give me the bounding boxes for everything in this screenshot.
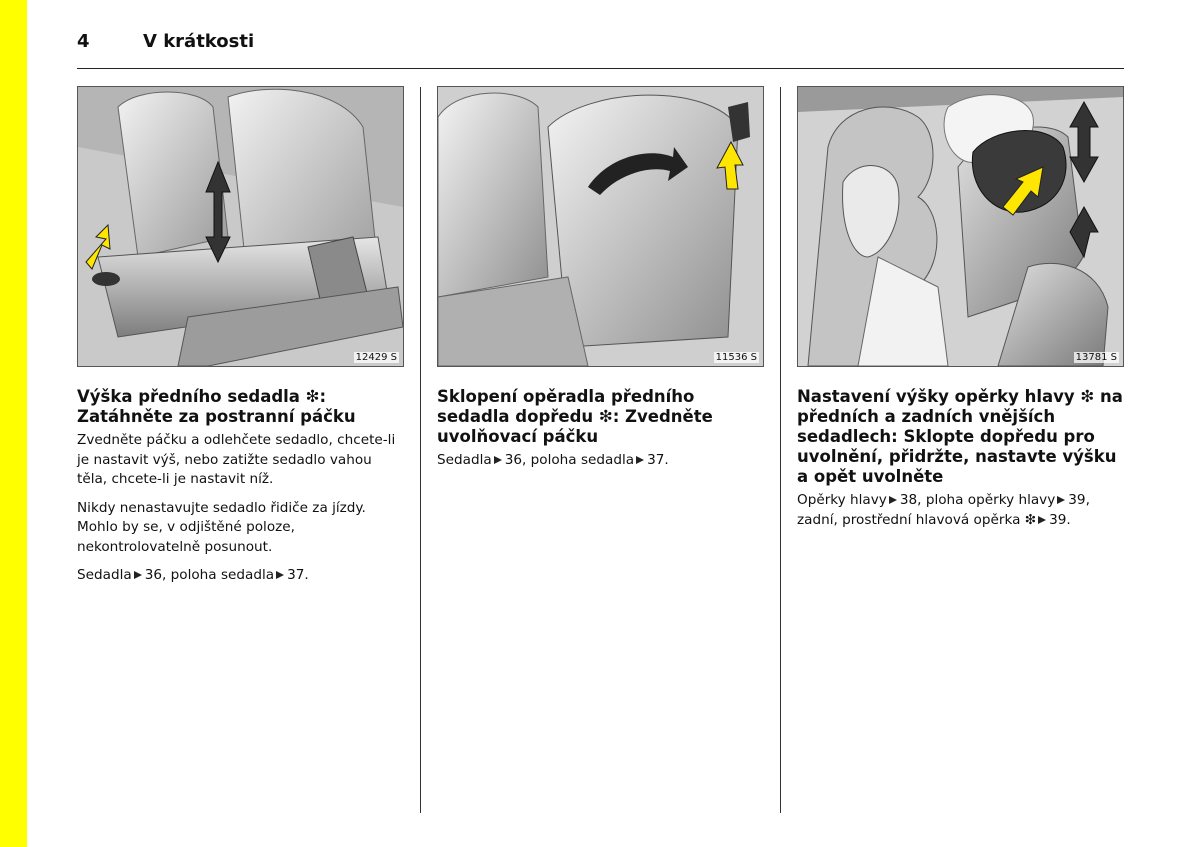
figure-id: 11536 S [715, 352, 757, 363]
column-seatback-fold [437, 86, 764, 480]
seat-height-illustration [78, 87, 403, 366]
seatback-fold-illustration [438, 87, 763, 366]
yellow-side-strip [0, 0, 27, 847]
page-reference-arrow-icon [494, 456, 502, 464]
reference-page: 38 [899, 492, 918, 508]
page-number: 4 [77, 31, 90, 52]
reference-page: 37. [647, 452, 669, 468]
page-reference-arrow-icon [889, 496, 897, 504]
reference-label: Sedadla [77, 567, 132, 583]
column-divider-1 [420, 87, 421, 813]
page-reference-arrow-icon [636, 456, 644, 464]
column-seat-height [77, 86, 404, 595]
figure-id: 12429 S [355, 352, 397, 363]
page-title: V krátkosti [143, 31, 255, 52]
section-heading: Nastavení výšky opěrky hlavy ❇ na předních a zadních vnějších sedadlech: Sklopte dopředu pro uvolnění, přidržte, nastavte výšku a opět uvolněte [797, 387, 1123, 486]
page-reference-arrow-icon [1038, 516, 1046, 524]
reference-page: 37. [287, 567, 309, 583]
figure-seat-height [77, 86, 404, 367]
cross-reference [797, 491, 1124, 530]
figure-seatback-fold [437, 86, 764, 367]
column-headrest [797, 86, 1124, 539]
paragraph: Zvedněte páčku a odlehčete sedadlo, chcete-li je nastavit výš, nebo zatižte sedadlo vahou těla, chcete-li je nastavit níž. [77, 432, 396, 487]
section-heading: Sklopení opěradla předního sedadla dopředu ❇: Zvedněte uvolňovací páčku [437, 387, 713, 446]
reference-page: 39, [1068, 492, 1090, 508]
reference-page: 36 [504, 452, 522, 468]
reference-page: 36 [144, 567, 162, 583]
reference-label: , poloha sedadla [162, 567, 275, 583]
page-reference-arrow-icon [276, 571, 284, 579]
paragraph: Nikdy nenastavujte sedadlo řidiče za jízdy. Mohlo by se, v odjištěné poloze, nekontrolovatelně posunout. [77, 499, 366, 555]
page-reference-arrow-icon [1057, 496, 1065, 504]
cross-reference [77, 566, 404, 586]
reference-label: Opěrky hlavy [797, 492, 887, 508]
reference-page: 39. [1049, 511, 1071, 528]
reference-label: Sedadla [437, 452, 492, 468]
figure-headrest [797, 86, 1124, 367]
reference-label: , poloha sedadla [522, 452, 635, 468]
header-divider [77, 68, 1124, 69]
reference-label: , ploha opěrky hlavy [917, 492, 1056, 508]
page-reference-arrow-icon [134, 571, 142, 579]
cross-reference [437, 451, 764, 471]
section-heading: Výška předního sedadla ❇: Zatáhněte za postranní páčku [77, 387, 356, 426]
headrest-illustration [798, 87, 1123, 366]
figure-id: 13781 S [1075, 352, 1117, 363]
reference-label: zadní, prostřední hlavová opěrka ❇ [797, 511, 1037, 528]
column-divider-2 [780, 87, 781, 813]
